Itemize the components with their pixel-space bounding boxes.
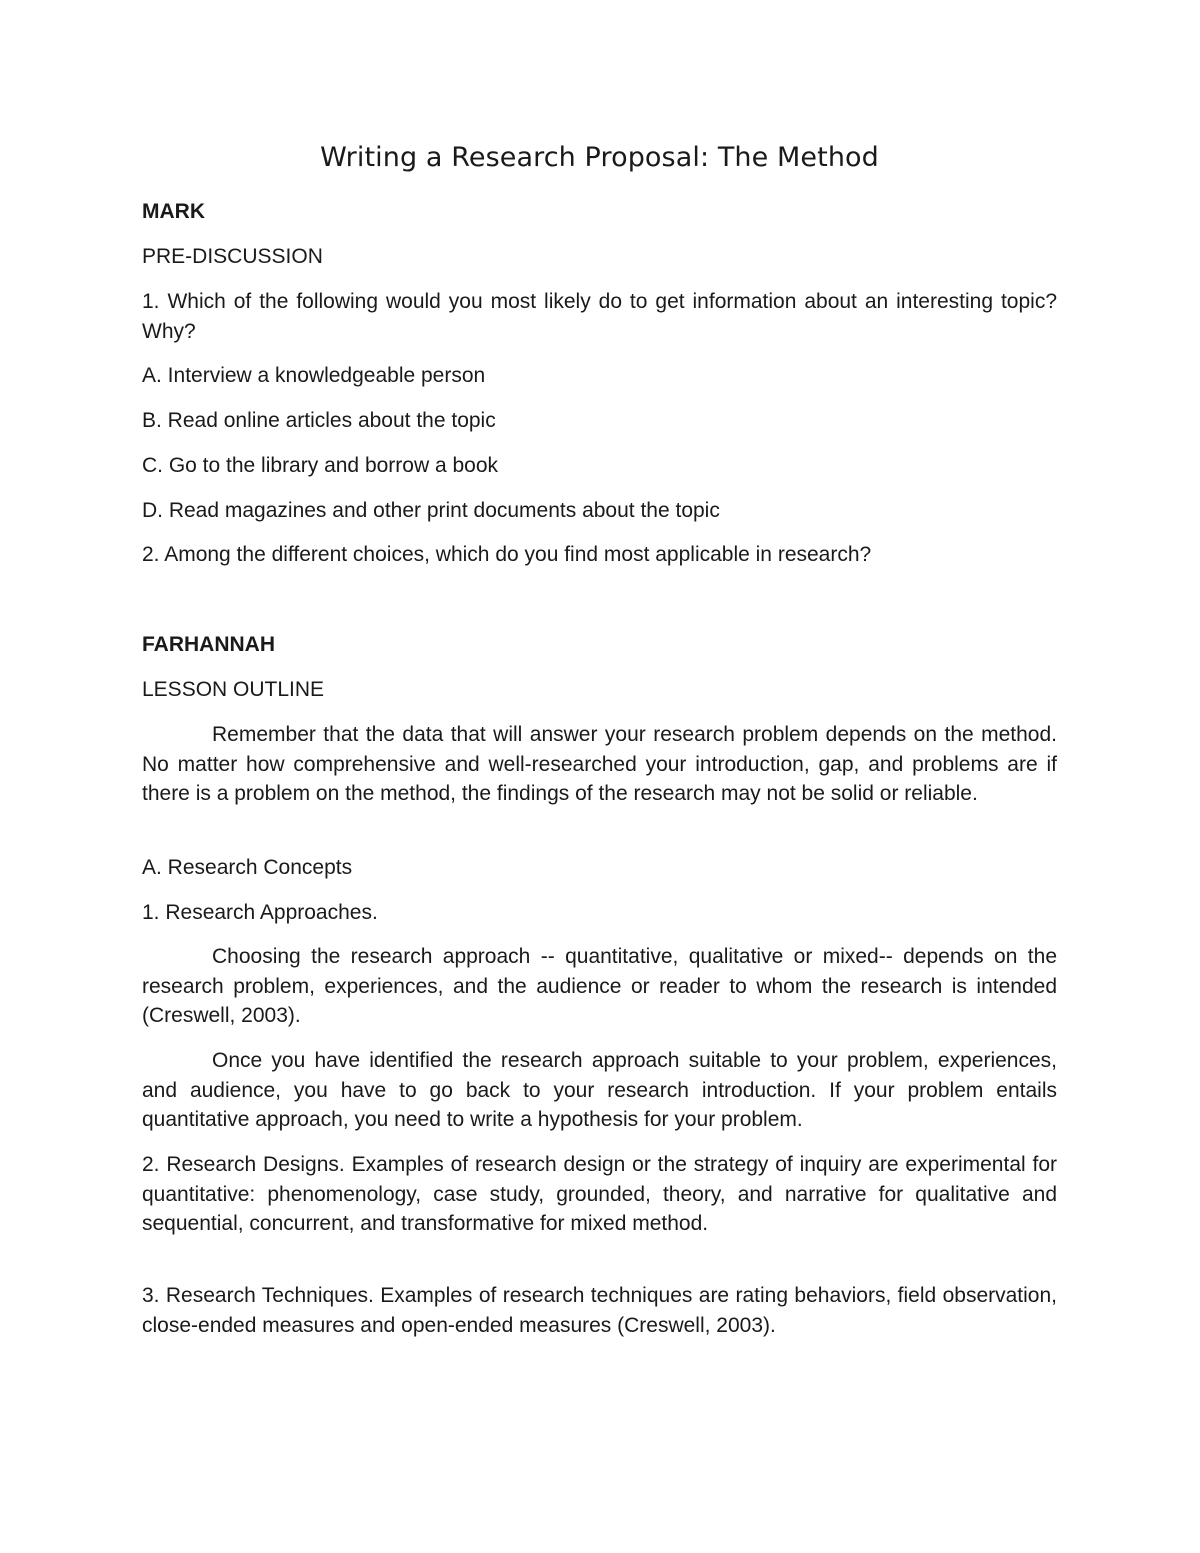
option-b: B. Read online articles about the topic <box>142 409 496 432</box>
document-page <box>142 0 1057 1553</box>
research-approaches-heading: 1. Research Approaches. <box>142 901 378 924</box>
approaches-paragraph-2: Once you have identified the research approach suitable to your problem, experiences, and audience, you have to go back to your research introduction. If your problem entails quantitative approach, you need to write a hypothesis for your problem. <box>142 1049 1057 1131</box>
approaches-paragraph-1: Choosing the research approach -- quantitative, qualitative or mixed-- depends on the research problem, experiences, and the audience or reader to whom the research is intended (Creswell, 2003). <box>142 945 1057 1027</box>
lesson-outline-heading: LESSON OUTLINE <box>142 678 325 701</box>
research-concepts-heading: A. Research Concepts <box>142 856 353 879</box>
option-d: D. Read magazines and other print documents about the topic <box>142 499 720 522</box>
speaker-farhannah: FARHANNAH <box>142 633 275 656</box>
document-title: Writing a Research Proposal: The Method <box>320 142 879 173</box>
question-2: 2. Among the different choices, which do you find most applicable in research? <box>142 543 872 566</box>
intro-paragraph: Remember that the data that will answer your research problem depends on the method. No matter how comprehensive and well-researched your introduction, gap, and problems are if there is a problem on the method, the findings of the research may not be solid or reliable. <box>142 723 1057 805</box>
research-techniques-paragraph: 3. Research Techniques. Examples of research techniques are rating behaviors, field observation, close-ended measures and open-ended measures (Creswell, 2003). <box>142 1284 1057 1337</box>
pre-discussion-heading: PRE-DISCUSSION <box>142 245 323 268</box>
speaker-mark: MARK <box>142 200 205 223</box>
option-a: A. Interview a knowledgeable person <box>142 364 486 387</box>
research-designs-paragraph: 2. Research Designs. Examples of research design or the strategy of inquiry are experimental for quantitative: phenomenology, case study, grounded, theory, and narrative for qualitative and sequential, concurrent, and transformative for mixed method. <box>142 1153 1057 1235</box>
option-c: C. Go to the library and borrow a book <box>142 454 499 477</box>
question-1: 1. Which of the following would you most likely do to get information about an interesting topic? Why? <box>142 290 1057 343</box>
